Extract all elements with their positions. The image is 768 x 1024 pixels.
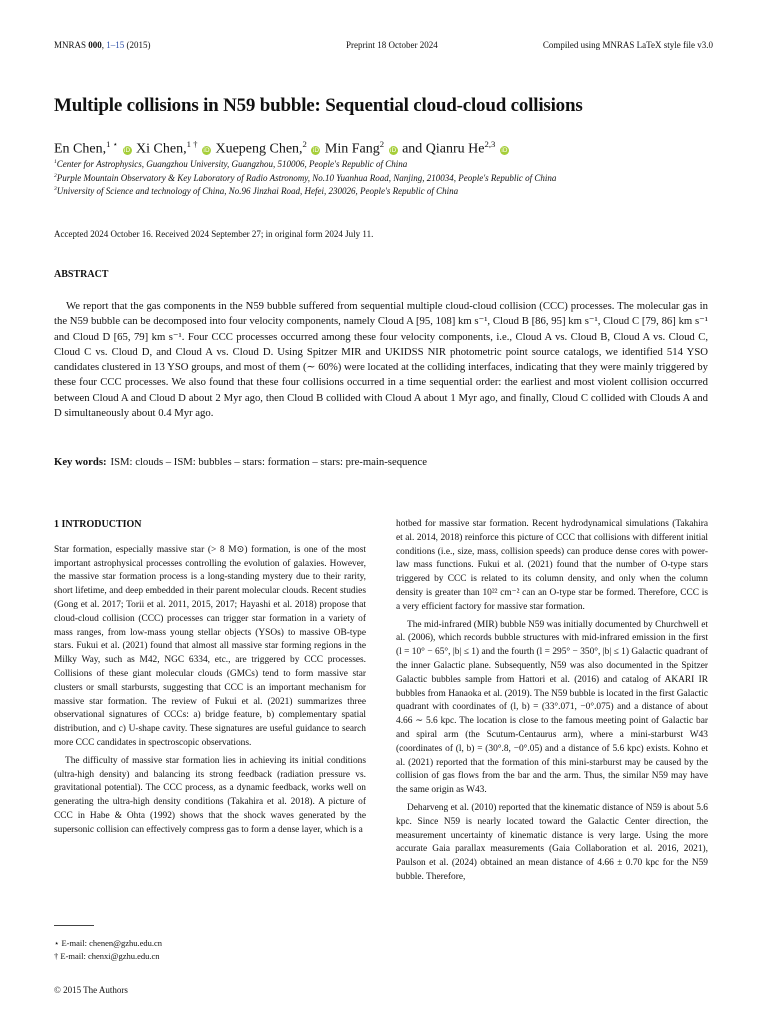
body-paragraph: Star formation, especially massive star (> 8 M⊙) formation, is one of the most important astrophysical processes controlling the evolution of galaxies. However, the massive star formation process is a long-standing mystery due to their rarity, short lifetime, and deep embedded in their parent molecular clouds. Recent studies (Gong et al. 2017; Torii et al. 2011, 2015, 2017; Hayashi et al. 2018) propose that cloud-cloud collision (CCC) processes can trigger star formation in a variety of mass ranges, from low-mass young stellar objects (YSOs) to massive OB-type stars. Fukui et al. (2021) found that almost all massive star forming regions in the Milky Way, such as M42, NGC 6334, etc., are triggered by CCC processes. Collisions of these giant molecular clouds (GMCs) tend to form massive star clusters or small starbursts, suggesting that CCC is an important mechanism for massive star formation. The review of Fukui et al. (2021) summarizes three observational signatures of CCCs: a) bridge feature, b) complementary spatial distribution, and c) U-shape cavity. These signatures are useful guidance to search more CCC candidates in spectroscopic observations. (54, 544, 366, 748)
abstract-text: We report that the gas components in the N59 bubble suffered from sequential multiple cloud-cloud collision (CCC) processes. The molecular gas in the N59 bubble can be decomposed into four velocity components, namely Cloud A [95, 108] km s⁻¹, Cloud B [86, 95] km s⁻¹, Cloud C [79, 86] km s⁻¹ and Cloud D [65, 79] km s⁻¹. Four CCC processes occurred among these four velocity components, i.e., Cloud A vs. Cloud B, Cloud A vs. Cloud C, Cloud C vs. Cloud D, and Cloud A vs. Cloud D. Using Spitzer MIR and UKIDSS NIR photometric point source catalogs, we identified 514 YSO candidates clustered in 13 YSO groups, and most of them (∼ 60%) were located at the colliding interfaces, indicating that they were mainly triggered by these four CCC processes. We also found that these four collisions occurred in a time sequential order: the earliest and most violent collision occurred between Cloud A and Cloud D about 2 Myr ago, then Cloud B collided with Cloud A about 1 Myr ago, and finally, Cloud C collided with Clouds A and D simultaneously about 0.4 Myr ago. (54, 300, 708, 420)
author-list: En Chen,$^{1 ⋆}$ iD Xi Chen,$^{1 \dagger}$ iD Xuepeng Chen,$^2$ iD Min Fang$^2$ iD and Qianru He$^{2,3}$ iD (54, 139, 508, 157)
affiliation: $^3$University of Science and technology of China, No.96 Jinzhai Road, Hefei, 230026, People's Republic of China (54, 186, 459, 196)
footnotes (54, 937, 162, 963)
body-paragraph: Deharveng et al. (2010) reported that the kinematic distance of N59 is about 5.6 kpc. Since N59 is nearly located toward the Galactic Center direction, the measurement uncertainty of kinematic distance is very large. Using the more accurate Gaia parallax measurements (Gaia Collaboration et al. 2016, 2021), Paulson et al. (2024) obtained an mean distance of 4.66 ± 0.70 kpc for the N59 bubble. Therefore, (396, 802, 708, 882)
footnote-email: ⋆ E-mail: chenen@gzhu.edu.cn (54, 938, 163, 948)
author-name: Min Fang (324, 141, 380, 157)
orcid-icon[interactable]: iD (312, 146, 320, 154)
author-name: Xi Chen, (136, 141, 187, 157)
submission-dates: Accepted 2024 October 16. Received 2024 September 27; in original form 2024 July 11. (54, 229, 374, 239)
paper-title: Multiple collisions in N59 bubble: Sequential cloud-cloud collisions (54, 95, 583, 116)
author-name: Xuepeng Chen, (215, 141, 303, 157)
preprint-date: Preprint 18 October 2024 (346, 40, 438, 50)
orcid-icon[interactable]: iD (203, 146, 210, 154)
body-paragraph: The mid-infrared (MIR) bubble N59 was initially documented by Churchwell et al. (2006), which records bubble structures with mid-infrared emission in the first (l = 10° − 65°, |b| ≤ 1) and the fourth (l = 295° − 350°, |b| ≤ 1) Galactic quadrant of the inner Galactic plane. Subsequently, N59 was also documented in the Spitzer Galactic bubbles sample from Hattori et al. (2016) and catalog of AKARI IR bubbles from Hanaoka et al. (2019). The N59 bubble is located in the first Galactic quadrant with coordinates of (l, b) = (33°.071, −0°.075) and a distance of about 4.66 ∼ 5.6 kpc. The location is close to the famous meeting point of Galactic bar and spiral arm (the Scutum-Centaurus arm), where a mini-starburst W43 (coordinates of (l, b) = (30°.8, −0°.05) and a distance of 5.6 kpc) exists. Kohno et al. (2021) reported that the formation of this mini-starburst may be caused by the collision of gas flows from the bar and the arm. Thus, the similar N59 may have the same origin as W43. (396, 619, 708, 796)
author-name: En Chen, (54, 141, 107, 157)
abstract-heading: ABSTRACT (54, 269, 109, 280)
section-heading: 1 INTRODUCTION (54, 519, 142, 530)
page-range-link[interactable]: 1–15 (106, 40, 125, 50)
running-header-left: MNRAS 000, 1–15 (2015) (54, 40, 151, 50)
affiliation: $^1$Center for Astrophysics, Guangzhou University, Guangzhou, 510006, People's Republic of China (54, 159, 408, 169)
left-column (54, 518, 366, 842)
body-paragraph: hotbed for massive star formation. Recent hydrodynamical simulations (Takahira et al. 2014, 2018) reinforce this picture of CCC that collisions with different initial conditions (i.e., size, mass, collision speeds) can produce dense cores with power-law mass functions. Fukui et al. (2021) found that the number of O-type stars triggered by CCC is related to its column density, and only when the column density is greater than 10²² cm⁻² can an O-type star be formed. Therefore, CCC is a very efficient factory for massive star formation. (396, 519, 708, 612)
keywords-label: Key words: (54, 456, 107, 468)
author-name: and Qianru He (402, 141, 485, 157)
orcid-icon[interactable]: iD (389, 146, 397, 154)
body-paragraph: The difficulty of massive star formation lies in achieving its initial conditions (ultra-high density) and balancing its strong feedback (radiation pressure vs. gravitational potential). The CCC process, as a dynamic feedback, works well on generating the ultra-high density conditions (Takahira et al. 2018). A picture of CCC in Habe & Ohta (1992) shows that the shock waves generated by the supersonic collision can effectively compress gas to form a dense layer, which is a (54, 755, 366, 835)
orcid-icon[interactable]: iD (501, 146, 508, 154)
footnote-divider (54, 925, 94, 926)
copyright-notice: © 2015 The Authors (54, 985, 128, 995)
style-file-note: Compiled using MNRAS LaTeX style file v3.0 (542, 40, 713, 50)
keywords-list: ISM: clouds – ISM: bubbles – stars: formation – stars: pre-main-sequence (110, 456, 427, 468)
footnote-email: † E-mail: chenxi@gzhu.edu.cn (54, 951, 160, 961)
keywords (54, 456, 708, 468)
affiliation: $^2$Purple Mountain Observatory & Key Laboratory of Radio Astronomy, No.10 Yuanhua Road, Nanjing, 210034, People's Republic of China (54, 172, 557, 183)
right-column (396, 518, 708, 889)
orcid-icon[interactable]: iD (123, 146, 131, 154)
affiliations (54, 157, 556, 198)
